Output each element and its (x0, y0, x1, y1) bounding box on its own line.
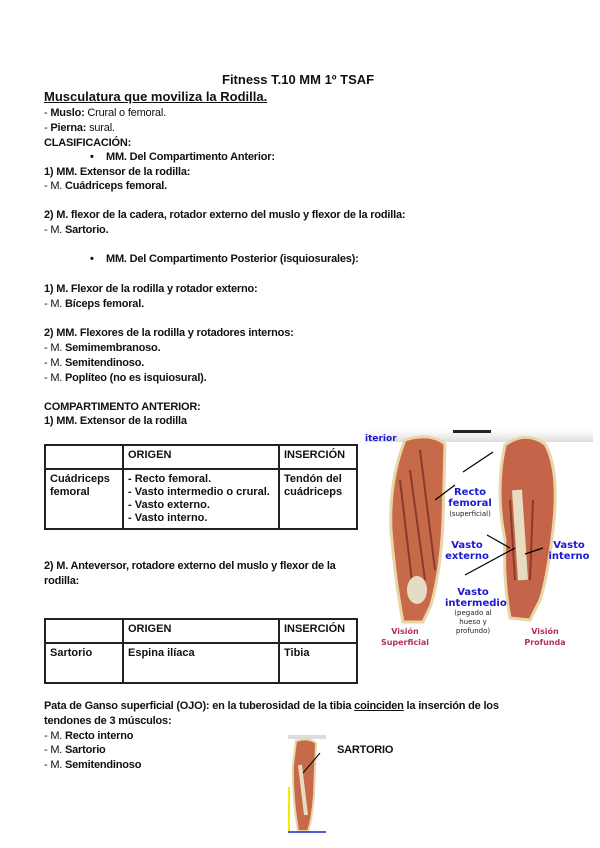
pata-ganso-line1: Pata de Ganso superficial (OJO): en la tuberosidad de la tibia coinciden la inserción de los (44, 700, 499, 712)
pata-item: - M. Recto interno (44, 730, 134, 742)
document-title: Fitness T.10 MM 1º TSAF (222, 72, 375, 87)
label-vasto-intermedio: Vasto intermedio (pegado al hueso y profundo) (445, 587, 507, 635)
label-vision-profunda: Visión Profunda (524, 627, 566, 647)
origen-item: - Vasto interno. (128, 512, 208, 524)
comp-sub2-cont: rodilla: (44, 575, 80, 587)
table-header-insercion: INSERCIÓN (279, 445, 357, 469)
table-cell: Tibia (279, 643, 357, 683)
clasificacion-label: CLASIFICACIÓN: (44, 137, 132, 149)
table-header-empty (45, 619, 123, 643)
table-insercion: Tendón del cuádriceps (279, 469, 357, 529)
origen-item: - Vasto externo. (128, 499, 210, 511)
pata-item: - M. Semitendinoso (44, 759, 142, 771)
label-vision-superficial: Visión Superficial (380, 627, 430, 647)
ant2-item: - M. Sartorio. (44, 224, 109, 236)
sartorio-image (288, 735, 326, 833)
origen-item: - Recto femoral. (128, 473, 212, 485)
sartorio-caption: SARTORIO (337, 744, 394, 756)
intro-muslo: - Muslo: Crural o femoral. (44, 107, 166, 119)
ant1-item: - M. Cuádriceps femoral. (44, 180, 167, 192)
table-header-origen: ORIGEN (123, 619, 279, 643)
pata-item: - M. Sartorio (44, 744, 106, 756)
ant2-title: 2) M. flexor de la cadera, rotador externo del muslo y flexor de la rodilla: (44, 209, 406, 221)
table-header-empty (45, 445, 123, 469)
bullet-posterior: • MM. Del Compartimento Posterior (isquiosurales): (92, 252, 359, 266)
label-vasto-externo: Vasto externo (445, 540, 489, 562)
table-header-insercion: INSERCIÓN (279, 619, 357, 643)
comp-sub1: 1) MM. Extensor de la rodilla (44, 415, 187, 427)
intro-pierna: - Pierna: sural. (44, 122, 115, 134)
post2-item: - M. Semimembranoso. (44, 342, 161, 354)
comp-anterior-heading: COMPARTIMENTO ANTERIOR: (44, 401, 201, 413)
origen-item: - Vasto intermedio o crural. (128, 486, 270, 498)
post1-item: - M. Bíceps femoral. (44, 298, 144, 310)
label-vasto-interno: Vasto interno (548, 540, 590, 562)
table-header-origen: ORIGEN (123, 445, 279, 469)
table-cuadriceps (44, 444, 358, 530)
figure-corner-label: iterior (365, 434, 397, 444)
table-sartorio (44, 618, 358, 684)
table-cell: Espina ilíaca (123, 643, 279, 683)
label-recto-femoral: Recto femoral (superficial) (448, 487, 492, 518)
post2-item: - M. Semitendinoso. (44, 357, 145, 369)
post2-title: 2) MM. Flexores de la rodilla y rotadores internos: (44, 327, 294, 339)
post1-title: 1) M. Flexor de la rodilla y rotador externo: (44, 283, 258, 295)
table-origen-list (123, 469, 279, 529)
ant1-title: 1) MM. Extensor de la rodilla: (44, 166, 191, 178)
pata-ganso-line2: tendones de 3 músculos: (44, 715, 172, 727)
post2-item: - M. Poplíteo (no es isquiosural). (44, 372, 207, 384)
bullet-anterior: • MM. Del Compartimento Anterior: (92, 150, 275, 164)
comp-sub2: 2) M. Anteversor, rotadore externo del muslo y flexor de la (44, 560, 336, 572)
table-row-label: Cuádriceps femoral (45, 469, 123, 529)
section-heading: Musculatura que moviliza la Rodilla. (44, 89, 268, 104)
table-cell: Sartorio (45, 643, 123, 683)
thigh-anatomy-figure (365, 430, 593, 650)
